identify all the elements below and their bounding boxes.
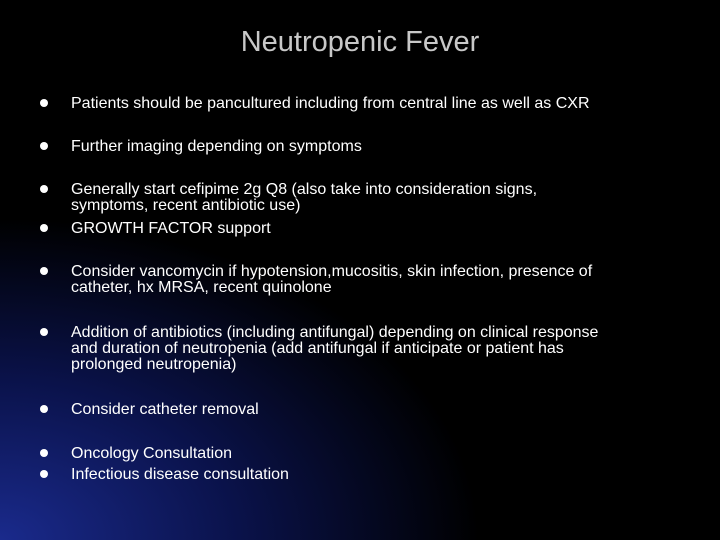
bullet-icon (40, 470, 48, 478)
bullet-icon (40, 449, 48, 457)
bullet-text: GROWTH FACTOR support (71, 220, 271, 237)
bullet-text-line-1: Addition of antibiotics (including antifungal) depending on clinical response (71, 324, 599, 341)
bullet-text: Consider catheter removal (71, 401, 259, 418)
bullet-icon (40, 267, 48, 275)
bullet-icon (40, 142, 48, 150)
bullet-text: Infectious disease consultation (71, 466, 289, 483)
bullet-text: Patients should be pancultured including from central line as well as CXR (71, 95, 590, 112)
bullet-icon (40, 328, 48, 336)
bullet-text-line-1: Generally start cefipime 2g Q8 (also take into consideration signs, (71, 181, 538, 198)
bullet-text-line-2: catheter, hx MRSA, recent quinolone (71, 279, 332, 296)
slide-title: Neutropenic Fever (240, 26, 480, 58)
bullet-text-line-3: prolonged neutropenia) (71, 356, 237, 373)
bullet-text-line-2: and duration of neutropenia (add antifungal if anticipate or patient has (71, 340, 564, 357)
bullet-text-line-1: Consider vancomycin if hypotension,mucositis, skin infection, presence of (71, 263, 593, 280)
bullet-icon (40, 99, 48, 107)
bullet-icon (40, 185, 48, 193)
bullet-text: Further imaging depending on symptoms (71, 138, 362, 155)
bullet-icon (40, 405, 48, 413)
bullet-text-line-2: symptoms, recent antibiotic use) (71, 197, 301, 214)
bullet-text: Oncology Consultation (71, 445, 232, 462)
bullet-icon (40, 224, 48, 232)
